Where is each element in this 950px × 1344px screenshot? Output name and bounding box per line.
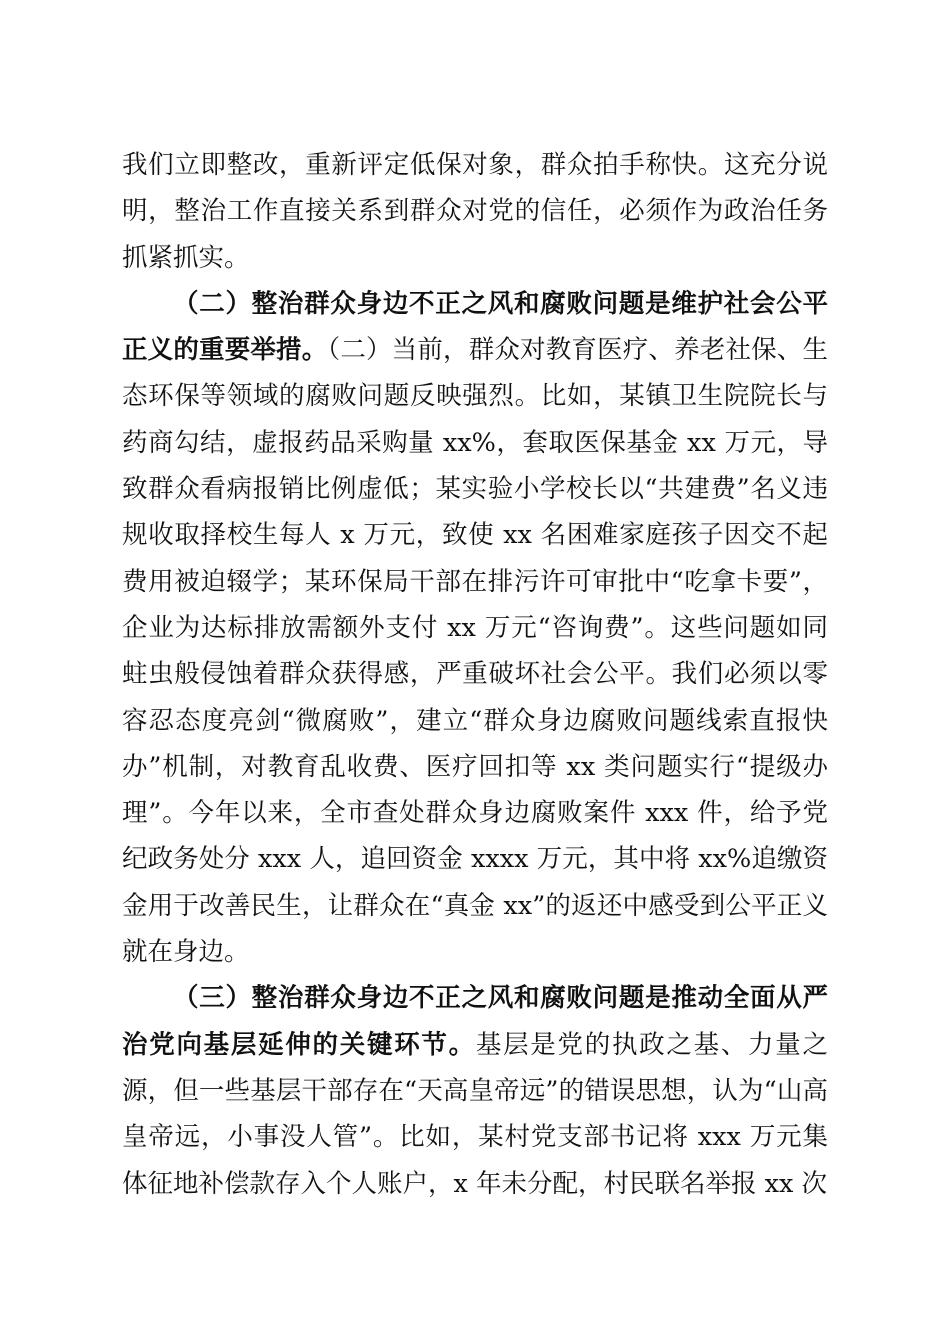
paragraph-continuation — [122, 142, 828, 281]
section-2-body: （二）当前，群众对教育医疗、养老社保、生态环保等领域的腐败问题反映强烈。比如，某镇卫生院院长与药商勾结，虚报药品采购量 xx%，套取医保基金 xx 万元，导致群众看病报销比例虚低；某实验小学校长以“共建费”名义违规收取择校生每人 x 万元，致使 xx 名困难家庭孩子因交不起费用被迫辍学；某环保局干部在排污许可审批中“吃拿卡要”，企业为达标排放需额外支付 xx 万元“咨询费”。这些问题如同蛀虫般侵蚀着群众获得感，严重破坏社会公平。我们必须以零容忍态度亮剑“微腐败”，建立“群众身边腐败问题线索直报快办”机制，对教育乱收费、医疗回扣等 xx 类问题实行“提级办理”。今年以来，全市查处群众身边腐败案件 xxx 件，给予党纪政务处分 xxx 人，追回资金 xxxx 万元，其中将 xx%追缴资金用于改善民生，让群众在“真金 xx”的返还中感受到公平正义就在身边。 — [122, 335, 828, 968]
paragraph-section-2 — [122, 281, 828, 975]
paragraph-section-3 — [122, 975, 828, 1206]
paragraph-1-body: 我们立即整改，重新评定低保对象，群众拍手称快。这充分说明，整治工作直接关系到群众对党的信任，必须作为政治任务抓紧抓实。 — [122, 150, 828, 273]
section-3-heading: （三）整治群众身边不正之风和腐败问题是推动全面从严治党向基层延伸的关键环节。 — [122, 983, 828, 1060]
document-body — [122, 142, 828, 1207]
section-2-heading: （二）整治群众身边不正之风和腐败问题是维护社会公平正义的重要举措。 — [122, 288, 828, 366]
section-3-body: 基层是党的执政之基、力量之源，但一些基层干部存在“天高皇帝远”的错误思想，认为“山高皇帝远，小事没人管”。比如，某村党支部书记将 xxx 万元集体征地补偿款存入个人账户，x 年未分配，村民联名举报 xx 次 — [122, 1029, 828, 1199]
